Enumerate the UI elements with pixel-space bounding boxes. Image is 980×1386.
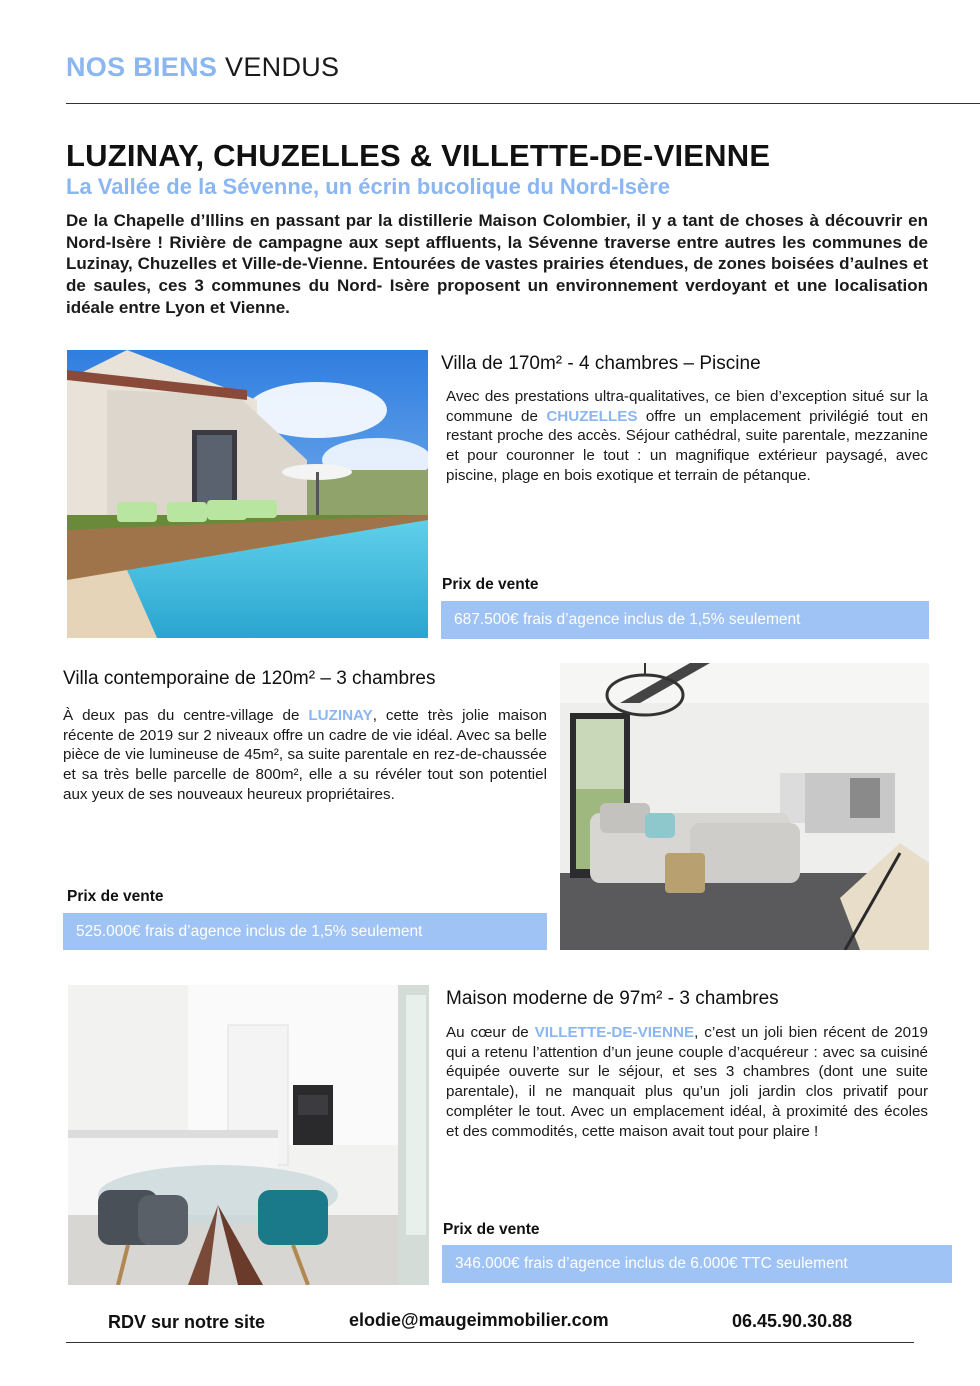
property-2-desc-start: À deux pas du centre-village de: [63, 707, 309, 724]
footer-email[interactable]: elodie@maugeimmobilier.com: [349, 1310, 609, 1330]
property-1-photo: [67, 350, 428, 638]
footer-site-link[interactable]: RDV sur notre site: [108, 1312, 266, 1332]
header-accent: NOS BIENS: [66, 52, 218, 82]
property-1-city: CHUZELLES: [546, 407, 638, 425]
property-2-price-label: Prix de vente: [67, 888, 164, 905]
footer-divider: [66, 1342, 914, 1343]
property-1-price: 687.500€ frais d’agence inclus de 1,5% seulement: [441, 601, 929, 639]
header-divider: [66, 103, 980, 104]
property-3-price-label: Prix de vente: [443, 1221, 540, 1238]
property-2-description: [63, 706, 547, 805]
property-3-photo: [68, 985, 429, 1285]
section-header: [66, 52, 339, 83]
property-3-price: 346.000€ frais d’agence inclus de 6.000€ TTC seulement: [442, 1245, 952, 1283]
property-2-title: Villa contemporaine de 120m² – 3 chambres: [63, 668, 436, 689]
property-2-desc-end: , cette très jolie maison récente de 2019 sur 2 niveaux offre un cadre de vie idéal. Avec sa belle pièce de vie lumineuse de 45m², sa suite parentale en rez-de-chaussée et sa très belle parcelle de 800m², elle a su révéler tout son potentiel aux yeux de ses nouveaux heureux propriétaires.: [63, 707, 547, 803]
footer-phone[interactable]: 06.45.90.30.88: [732, 1311, 853, 1331]
property-1-price-label: Prix de vente: [442, 576, 539, 593]
property-3-desc-start: Au cœur de: [446, 1024, 535, 1041]
header-rest: VENDUS: [225, 52, 340, 82]
property-3-city: VILLETTE-DE-VIENNE: [534, 1024, 695, 1041]
page-subtitle: La Vallée de la Sévenne, un écrin bucolique du Nord-Isère: [66, 174, 670, 199]
property-2-photo: [560, 663, 929, 950]
property-1-description: [446, 387, 928, 486]
property-3-title: Maison moderne de 97m² - 3 chambres: [446, 988, 779, 1009]
property-3-desc-end: , c’est un joli bien récent de 2019 qui a retenu l’attention d’un jeune couple d’acquéreur : avec sa cuisiné équipée ouverte sur le séjour, et ses 3 chambres (dont une suite parentale), il ne manquait plus qu’un joli jardin clos privatif pour compléter le tout. Avec un emplacement idéal, à proximité des écoles et des commodités, cette maison avait tout pour plaire !: [446, 1024, 928, 1140]
property-1-title: Villa de 170m² - 4 chambres – Piscine: [441, 353, 761, 374]
property-1-desc-start: Avec des prestations ultra-qualitatives, ce bien d’exception situé sur la commune de: [446, 388, 928, 425]
property-2-city: LUZINAY: [308, 707, 373, 724]
page-title: LUZINAY, CHUZELLES & VILLETTE-DE-VIENNE: [66, 138, 771, 173]
property-1-desc-end: offre un emplacement privilégié tout en restant proche des accès. Séjour cathédral, suite parentale, mezzanine et pour couronner le tout : un magnifique extérieur paysagé, avec piscine, plage en bois exotique et terrain de pétanque.: [446, 407, 929, 484]
property-3-description: [446, 1023, 928, 1141]
intro-paragraph: De la Chapelle d’Illins en passant par la distillerie Maison Colombier, il y a tant de choses à découvrir en Nord-Isère ! Rivière de campagne aux sept affluents, la Sévenne traverse entre autres les communes de Luzinay, Chuzelles et Ville-de-Vienne. Entourées de vastes prairies étendues, de zones boisées d’aulnes et de saules, ces 3 communes du Nord- Isère proposent un environnement verdoyant et une localisation idéale entre Lyon et Vienne.: [66, 211, 928, 317]
property-2-price: 525.000€ frais d’agence inclus de 1,5% seulement: [63, 913, 547, 950]
